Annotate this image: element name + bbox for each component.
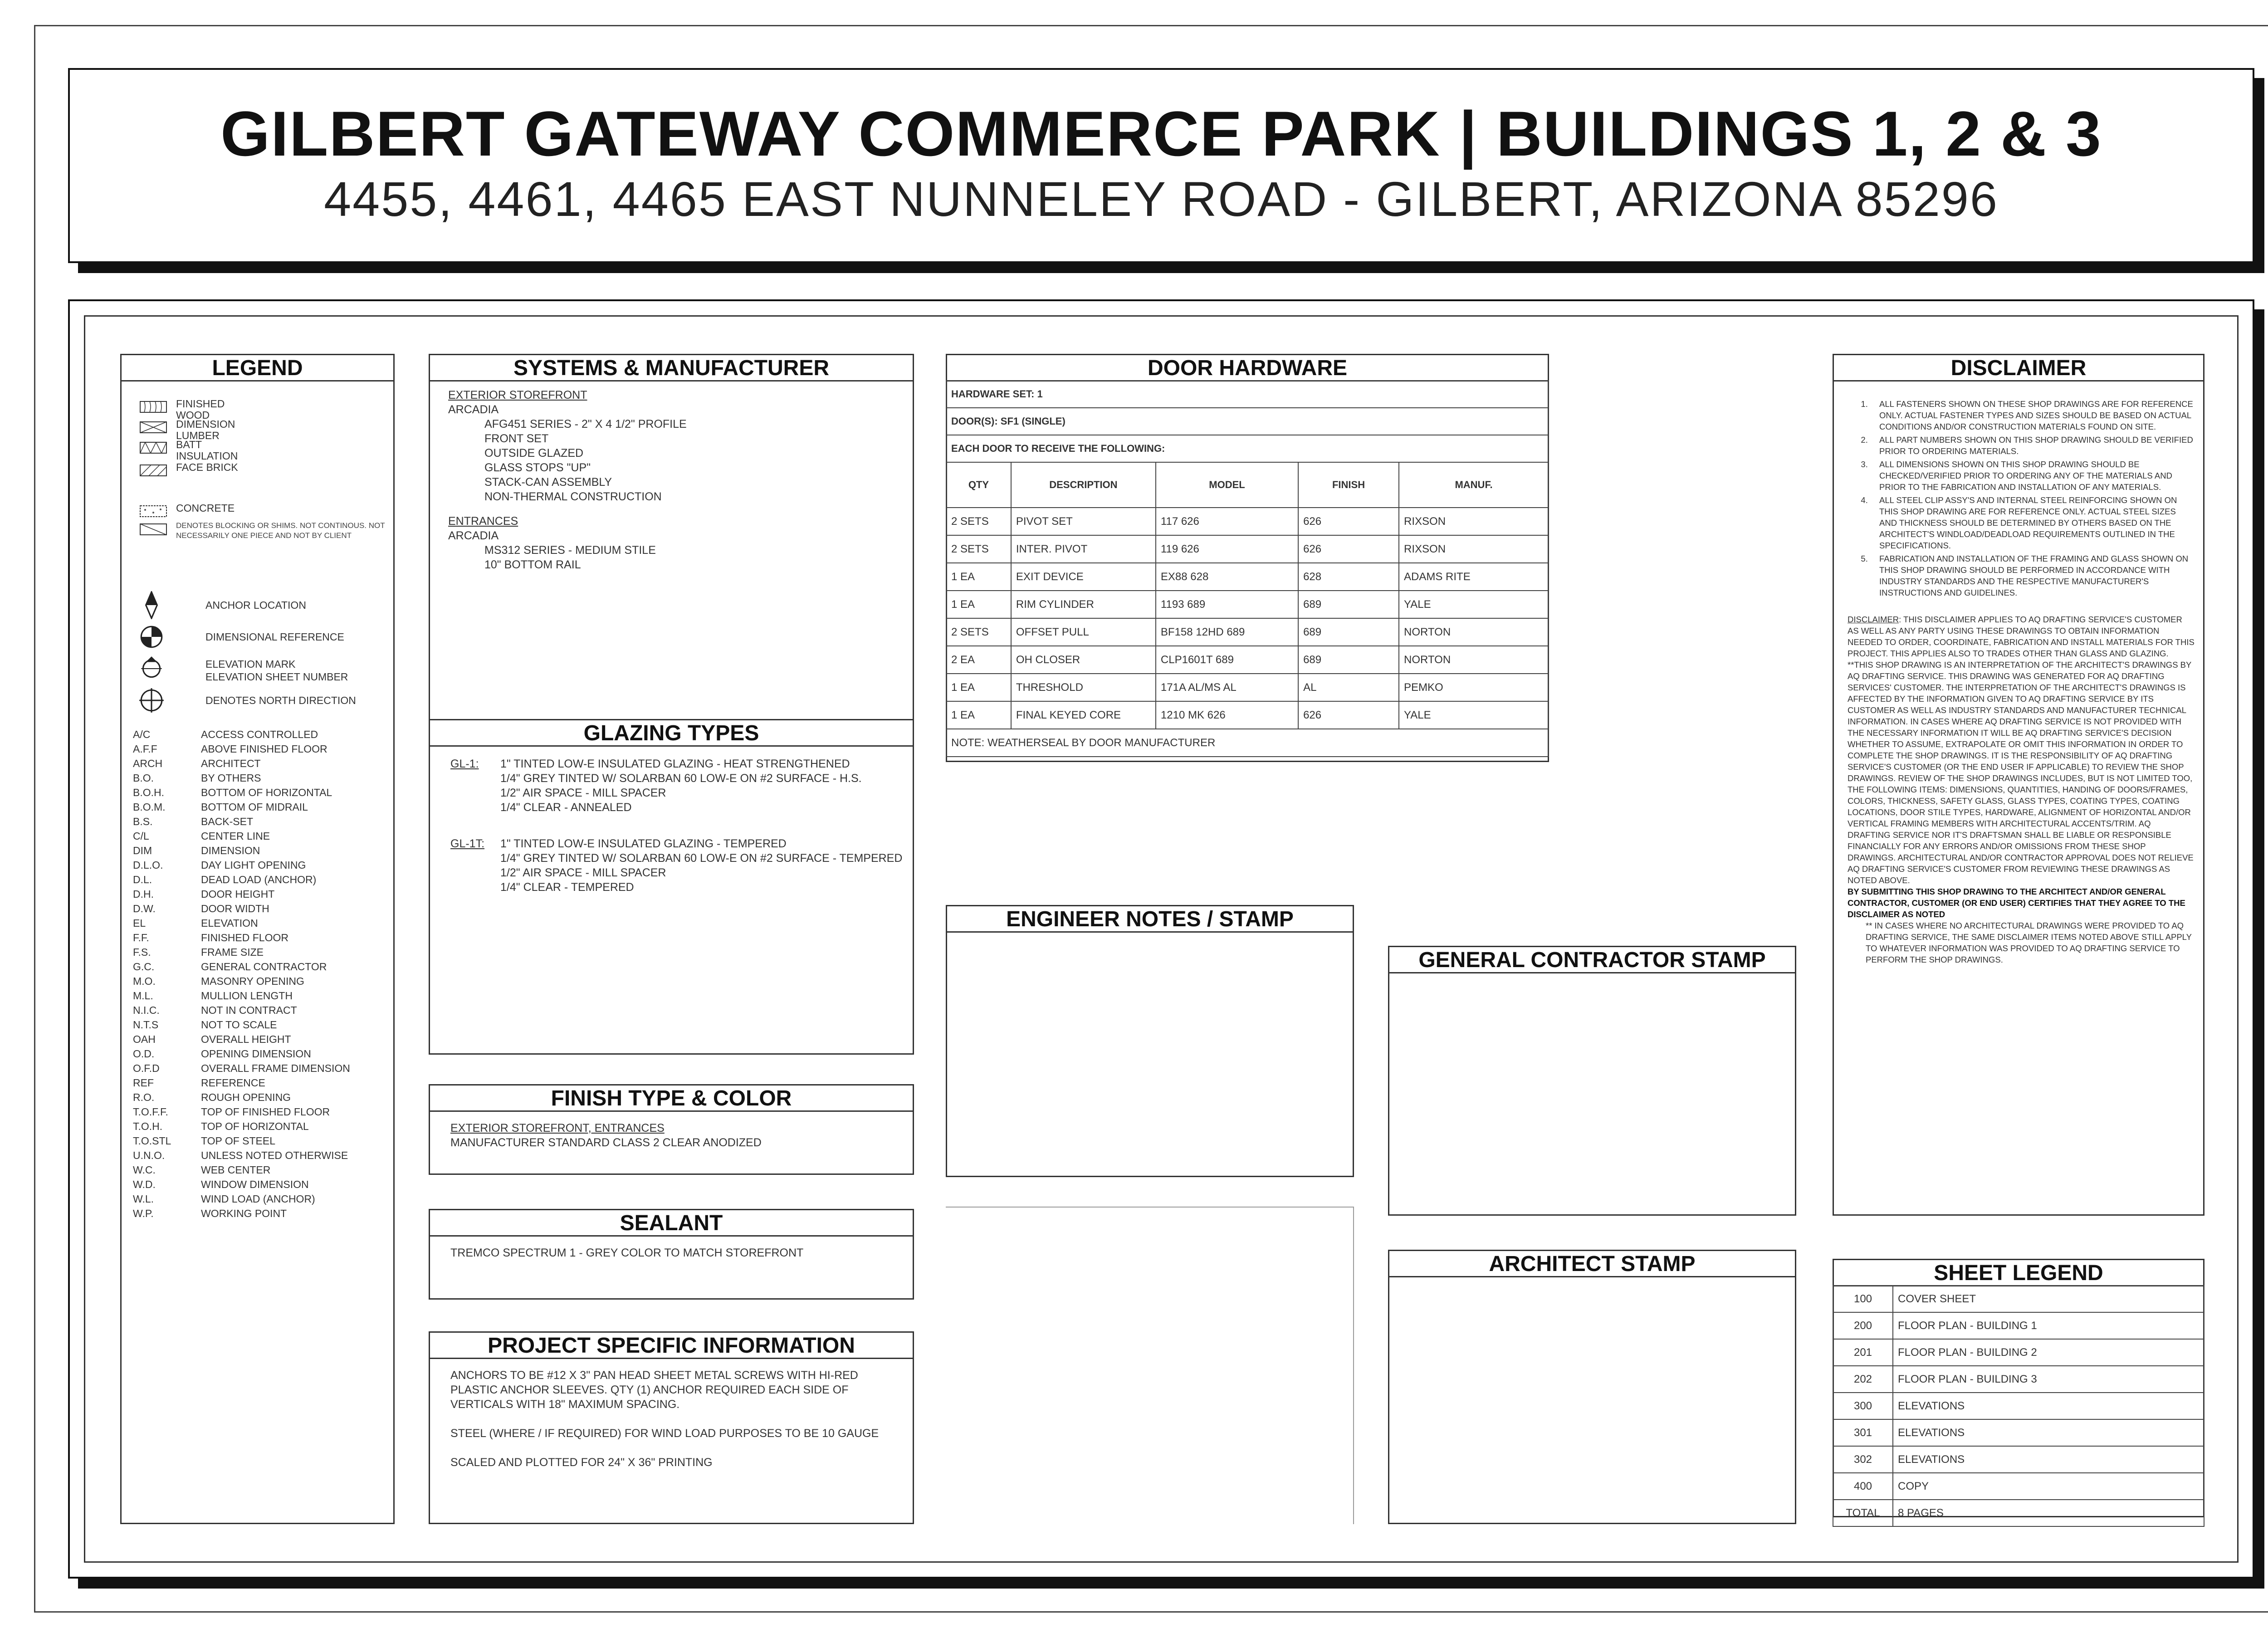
disclaimer-paragraph: [1848, 614, 2195, 886]
table-cell: 117 626: [1156, 508, 1298, 535]
abbreviation-meaning: OVERALL HEIGHT: [201, 1033, 291, 1045]
disclaimer-bold: BY SUBMITTING THIS SHOP DRAWING TO THE ARCHITECT AND/OR GENERAL CONTRACTOR, CUSTOMER (OR END USER) CERTIFIES THAT THEY AGREE TO THE DISCLAIMER AS NOTED: [1848, 887, 2185, 919]
abbreviation-code: W.P.: [133, 1208, 154, 1219]
gc-stamp-title: GENERAL CONTRACTOR STAMP: [1389, 947, 1795, 973]
abbreviation-code: N.I.C.: [133, 1004, 160, 1016]
finish-content: [450, 1121, 904, 1150]
table-cell: EXIT DEVICE: [1011, 563, 1156, 591]
abbreviation-row: [133, 1134, 391, 1148]
abbreviation-meaning: ABOVE FINISHED FLOOR: [201, 743, 327, 755]
abbreviation-meaning: ACCESS CONTROLLED: [201, 728, 318, 740]
abbreviation-row: [133, 1148, 391, 1163]
legend-marker-label: ANCHOR LOCATION: [205, 599, 306, 611]
abbreviation-row: [133, 1163, 391, 1177]
abbreviation-meaning: OPENING DIMENSION: [201, 1048, 311, 1060]
abbreviation-code: W.D.: [133, 1178, 156, 1190]
disclaimer-para-label: DISCLAIMER: [1848, 615, 1899, 624]
title-block-header: [68, 68, 2254, 263]
table-cell: YALE: [1399, 591, 1549, 618]
project-info-line: SCALED AND PLOTTED FOR 24" X 36" PRINTING: [450, 1456, 713, 1469]
abbreviation-code: EL: [133, 917, 146, 929]
table-cell: RIXSON: [1399, 508, 1549, 535]
table-cell: ADAMS RITE: [1399, 563, 1549, 591]
sheet-number-cell: 302: [1833, 1446, 1893, 1473]
abbreviation-meaning: NOT IN CONTRACT: [201, 1004, 297, 1016]
abbreviation-code: D.L.: [133, 874, 152, 885]
abbreviation-meaning: WINDOW DIMENSION: [201, 1178, 309, 1190]
table-row: [1833, 1393, 2204, 1419]
finish-text: MANUFACTURER STANDARD CLASS 2 CLEAR ANODIZED: [450, 1136, 762, 1149]
storefront-item: FRONT SET: [484, 432, 549, 445]
abbreviation-row: [133, 1119, 391, 1134]
abbreviation-code: ARCH: [133, 758, 163, 769]
table-cell: 2 EA: [946, 646, 1011, 674]
entrances-manufacturer: ARCADIA: [448, 529, 499, 542]
project-title: GILBERT GATEWAY COMMERCE PARK | BUILDINGS 1, 2 & 3: [220, 98, 2102, 169]
sheet-number-cell: 100: [1833, 1286, 1893, 1312]
abbreviation-row: [133, 1003, 391, 1017]
abbreviation-meaning: MULLION LENGTH: [201, 990, 293, 1002]
sheet-number-cell: 300: [1833, 1393, 1893, 1419]
abbreviation-row: [133, 1090, 391, 1105]
sheet-title-cell: COPY: [1893, 1473, 2204, 1500]
abbreviation-row: [133, 887, 391, 901]
sheet-title-cell: ELEVATIONS: [1893, 1446, 2204, 1473]
legend-marker-label: DIMENSIONAL REFERENCE: [205, 631, 344, 643]
table-header-row: [946, 462, 1549, 508]
sheet-title-cell: ELEVATIONS: [1893, 1419, 2204, 1446]
abbreviation-meaning: NOT TO SCALE: [201, 1019, 277, 1031]
glazing-line: 1" TINTED LOW-E INSULATED GLAZING - HEAT STRENGTHENED: [500, 758, 850, 770]
abbreviation-meaning: ELEVATION: [201, 917, 258, 929]
storefront-item: GLASS STOPS "UP": [484, 461, 591, 474]
abbreviation-meaning: BY OTHERS: [201, 772, 261, 784]
table-cell: 2 SETS: [946, 618, 1011, 646]
abbreviation-row: [133, 858, 391, 872]
abbreviation-meaning: BACK-SET: [201, 816, 254, 827]
table-cell: FINAL KEYED CORE: [1011, 701, 1156, 729]
abbreviation-meaning: FRAME SIZE: [201, 946, 264, 958]
table-cell: 689: [1298, 591, 1399, 618]
table-cell: YALE: [1399, 701, 1549, 729]
table-cell: 1210 MK 626: [1156, 701, 1298, 729]
column-header: MODEL: [1156, 462, 1298, 508]
glazing-title: GLAZING TYPES: [430, 720, 913, 747]
table-row: [1833, 1366, 2204, 1393]
abbreviation-code: T.O.F.F.: [133, 1106, 168, 1118]
legend-marker-row: [137, 591, 391, 619]
table-cell: PEMKO: [1399, 674, 1549, 701]
abbreviation-meaning: DEAD LOAD (ANCHOR): [201, 874, 317, 885]
systems-panel: [429, 354, 914, 730]
storefront-item: STACK-CAN ASSEMBLY: [484, 476, 612, 489]
abbreviation-row: [133, 1105, 391, 1119]
table-cell: 1 EA: [946, 591, 1011, 618]
door-hardware-panel: [946, 354, 1549, 762]
table-cell: RIXSON: [1399, 535, 1549, 563]
abbreviation-row: [133, 930, 391, 945]
abbreviation-code: R.O.: [133, 1091, 155, 1103]
table-cell: OH CLOSER: [1011, 646, 1156, 674]
table-cell: CLP1601T 689: [1156, 646, 1298, 674]
sheet-title-cell: FLOOR PLAN - BUILDING 1: [1893, 1312, 2204, 1339]
legend-marker-label-2: ELEVATION SHEET NUMBER: [205, 671, 348, 683]
abbreviation-row: [133, 1017, 391, 1032]
glazing-type: [450, 757, 909, 815]
glazing-types: [450, 757, 909, 916]
storefront-item: OUTSIDE GLAZED: [484, 447, 584, 460]
abbreviation-row: [133, 1061, 391, 1076]
table-row: [946, 508, 1549, 535]
disclaimer-item: 4. ALL STEEL CLIP ASSY'S AND INTERNAL STEEL REINFORCING SHOWN ON THIS SHOP DRAWING ARE FOR REFERENCE ONLY. ACTUAL STEEL SIZES AND THICKNESS SHOULD BE DETERMINED BY OTHERS BASED ON THE ARCHITECT'S WINDLOAD/DEADLOAD REQUIREMENTS OUTLINED IN THE SPECIFICATIONS.: [1870, 494, 2195, 551]
sheet-title-cell: 8 PAGES: [1893, 1500, 2204, 1526]
table-cell: 1 EA: [946, 674, 1011, 701]
abbreviation-meaning: CENTER LINE: [201, 830, 270, 842]
abbreviation-meaning: DOOR HEIGHT: [201, 888, 275, 900]
storefront-items: [448, 417, 902, 504]
table-cell: 2 SETS: [946, 508, 1011, 535]
hardware-each-door: EACH DOOR TO RECEIVE THE FOLLOWING:: [946, 435, 1549, 462]
abbreviation-row: [133, 1192, 391, 1206]
legend-marker-row: [137, 686, 391, 714]
abbreviation-code: T.O.STL: [133, 1135, 171, 1147]
legend-symbol-label: CONCRETE: [176, 502, 235, 514]
table-cell: PIVOT SET: [1011, 508, 1156, 535]
door-hardware-table: [946, 380, 1549, 757]
abbreviation-row: [133, 756, 391, 771]
project-address: 4455, 4461, 4465 EAST NUNNELEY ROAD - GILBERT, ARIZONA 85296: [324, 171, 1999, 226]
glazing-line: 1/4" CLEAR - ANNEALED: [500, 801, 632, 814]
table-cell: 119 626: [1156, 535, 1298, 563]
abbreviation-row: [133, 1076, 391, 1090]
abbreviation-row: [133, 959, 391, 974]
hardware-doors: DOOR(S): SF1 (SINGLE): [946, 408, 1549, 435]
hardware-set: HARDWARE SET: 1: [946, 381, 1549, 408]
table-row: [1833, 1312, 2204, 1339]
abbreviation-meaning: WIND LOAD (ANCHOR): [201, 1193, 315, 1205]
abbreviation-row: [133, 916, 391, 930]
abbreviation-meaning: DOOR WIDTH: [201, 903, 269, 914]
abbreviation-code: W.C.: [133, 1164, 156, 1176]
abbreviation-row: [133, 843, 391, 858]
glazing-code: GL-1:: [450, 758, 479, 770]
abbreviation-code: N.T.S: [133, 1019, 159, 1031]
abbreviation-meaning: ROUGH OPENING: [201, 1091, 291, 1103]
hardware-note: NOTE: WEATHERSEAL BY DOOR MANUFACTURER: [946, 729, 1549, 757]
abbreviation-row: [133, 1177, 391, 1192]
sheet-number-cell: 301: [1833, 1419, 1893, 1446]
table-cell: 1 EA: [946, 701, 1011, 729]
anchor-location-icon: [137, 591, 166, 621]
glazing-line: 1/4" CLEAR - TEMPERED: [500, 881, 634, 894]
abbreviation-meaning: FINISHED FLOOR: [201, 932, 288, 944]
table-row: [946, 435, 1549, 462]
table-row: [946, 701, 1549, 729]
disclaimer-item: 2. ALL PART NUMBERS SHOWN ON THIS SHOP DRAWING SHOULD BE VERIFIED PRIOR TO ORDERING MATERIALS.: [1870, 434, 2195, 457]
abbreviation-code: D.W.: [133, 903, 156, 914]
abbreviation-meaning: UNLESS NOTED OTHERWISE: [201, 1149, 348, 1161]
sealant-panel: [429, 1209, 914, 1300]
sheet-title-cell: FLOOR PLAN - BUILDING 3: [1893, 1366, 2204, 1393]
abbreviation-row: [133, 945, 391, 959]
abbreviation-row: [133, 771, 391, 785]
table-cell: 626: [1298, 508, 1399, 535]
finished-wood-icon: [140, 401, 167, 415]
abbreviation-code: U.N.O.: [133, 1149, 165, 1161]
column-header: FINISH: [1298, 462, 1399, 508]
abbreviation-meaning: TOP OF STEEL: [201, 1135, 276, 1147]
table-cell: EX88 628: [1156, 563, 1298, 591]
table-row: [1833, 1286, 2204, 1312]
legend-panel: [120, 354, 395, 1524]
abbreviation-row: [133, 872, 391, 887]
abbreviation-code: B.O.: [133, 772, 154, 784]
abbreviation-code: F.F.: [133, 932, 149, 944]
finish-heading: EXTERIOR STOREFRONT, ENTRANCES: [450, 1122, 665, 1134]
legend-symbol-label: BATT INSULATION: [176, 439, 238, 462]
table-row: [946, 408, 1549, 435]
face-brick-icon: [140, 464, 167, 479]
gc-stamp-panel: [1388, 946, 1796, 1216]
disclaimer-item: 3. ALL DIMENSIONS SHOWN ON THIS SHOP DRAWING SHOULD BE CHECKED/VERIFIED PRIOR TO ORDERING ANY OF THE MATERIALS AND PRIOR TO THE FABRICATION AND INSTALLATION OF ANY MATERIALS.: [1870, 459, 2195, 493]
glazing-line: 1" TINTED LOW-E INSULATED GLAZING - TEMPERED: [500, 837, 787, 850]
abbreviation-row: [133, 742, 391, 756]
abbreviation-code: D.L.O.: [133, 859, 163, 871]
abbreviation-meaning: GENERAL CONTRACTOR: [201, 961, 327, 973]
abbreviation-meaning: ARCHITECT: [201, 758, 261, 769]
abbreviation-code: A.F.F: [133, 743, 157, 755]
abbreviation-meaning: MASONRY OPENING: [201, 975, 304, 987]
architect-stamp-title: ARCHITECT STAMP: [1389, 1251, 1795, 1277]
architect-stamp-panel: [1388, 1250, 1796, 1524]
table-row: [946, 618, 1549, 646]
legend-title: LEGEND: [122, 355, 393, 381]
table-row: [946, 535, 1549, 563]
table-cell: BF158 12HD 689: [1156, 618, 1298, 646]
finish-title: FINISH TYPE & COLOR: [430, 1085, 913, 1112]
abbreviation-code: M.L.: [133, 990, 153, 1002]
abbreviation-row: [133, 800, 391, 814]
sheet-legend-table: [1833, 1285, 2204, 1527]
column-header: DESCRIPTION: [1011, 462, 1156, 508]
finish-panel: [429, 1084, 914, 1175]
disclaimer-content: [1848, 398, 2195, 965]
glazing-line: 1/2" AIR SPACE - MILL SPACER: [500, 866, 666, 879]
blank-area: [946, 1207, 1354, 1524]
project-info-title: PROJECT SPECIFIC INFORMATION: [430, 1333, 913, 1359]
abbreviation-code: O.D.: [133, 1048, 155, 1060]
table-row: [946, 381, 1549, 408]
abbreviation-code: O.F.D: [133, 1062, 160, 1074]
sheet-title-cell: ELEVATIONS: [1893, 1393, 2204, 1419]
table-row: [946, 646, 1549, 674]
abbreviation-code: F.S.: [133, 946, 151, 958]
table-cell: INTER. PIVOT: [1011, 535, 1156, 563]
abbreviation-meaning: REFERENCE: [201, 1077, 265, 1089]
systems-title: SYSTEMS & MANUFACTURER: [430, 355, 913, 381]
abbreviation-meaning: BOTTOM OF HORIZONTAL: [201, 787, 332, 798]
abbreviation-code: OAH: [133, 1033, 156, 1045]
table-row: [1833, 1473, 2204, 1500]
entrances-heading: ENTRANCES: [448, 515, 518, 528]
table-cell: 1 EA: [946, 563, 1011, 591]
abbreviation-code: B.O.M.: [133, 801, 166, 813]
disclaimer-items: [1848, 398, 2195, 598]
table-cell: 171A AL/MS AL: [1156, 674, 1298, 701]
concrete-icon: [140, 505, 167, 519]
systems-content: [448, 388, 902, 572]
disclaimer-panel: [1833, 354, 2204, 1216]
table-cell: THRESHOLD: [1011, 674, 1156, 701]
storefront-item: NON-THERMAL CONSTRUCTION: [484, 490, 662, 503]
glazing-line: 1/4" GREY TINTED W/ SOLARBAN 60 LOW-E ON #2 SURFACE - TEMPERED: [500, 852, 903, 865]
abbreviation-row: [133, 814, 391, 829]
legend-marker-label: DENOTES NORTH DIRECTION: [205, 694, 356, 706]
abbreviation-row: [133, 1206, 391, 1221]
table-cell: 626: [1298, 701, 1399, 729]
abbreviation-row: [133, 727, 391, 742]
glazing-lines: [500, 836, 902, 895]
abbreviation-code: DIM: [133, 845, 152, 856]
abbreviation-meaning: DIMENSION: [201, 845, 260, 856]
glazing-code: GL-1T:: [450, 837, 485, 850]
table-row: [1833, 1446, 2204, 1473]
abbreviation-meaning: TOP OF HORIZONTAL: [201, 1120, 309, 1132]
abbreviation-meaning: OVERALL FRAME DIMENSION: [201, 1062, 350, 1074]
table-cell: NORTON: [1399, 646, 1549, 674]
abbreviation-row: [133, 974, 391, 988]
sheet-title-cell: FLOOR PLAN - BUILDING 2: [1893, 1339, 2204, 1366]
table-cell: 628: [1298, 563, 1399, 591]
door-hardware-title: DOOR HARDWARE: [947, 355, 1548, 381]
table-row: [1833, 1339, 2204, 1366]
table-cell: 689: [1298, 618, 1399, 646]
elevation-mark-icon: [137, 655, 166, 685]
table-row: [946, 563, 1549, 591]
table-cell: 626: [1298, 535, 1399, 563]
abbreviation-code: D.H.: [133, 888, 154, 900]
sealant-text: TREMCO SPECTRUM 1 - GREY COLOR TO MATCH STOREFRONT: [450, 1247, 804, 1259]
entrances-item: 10" BOTTOM RAIL: [484, 558, 581, 571]
abbreviation-code: B.O.H.: [133, 787, 165, 798]
abbreviation-row: [133, 1032, 391, 1046]
abbreviation-code: REF: [133, 1077, 154, 1089]
abbreviation-row: [133, 785, 391, 800]
abbreviation-row: [133, 829, 391, 843]
glazing-panel: [429, 719, 914, 1055]
table-row: [1833, 1500, 2204, 1526]
table-cell: NORTON: [1399, 618, 1549, 646]
storefront-item: AFG451 SERIES - 2" X 4 1/2" PROFILE: [484, 418, 687, 430]
abbreviation-row: [133, 901, 391, 916]
legend-marker-row: [137, 623, 391, 651]
glazing-line: 1/4" GREY TINTED W/ SOLARBAN 60 LOW-E ON #2 SURFACE - H.S.: [500, 772, 862, 785]
dimension-lumber-icon: [140, 421, 167, 435]
table-cell: RIM CYLINDER: [1011, 591, 1156, 618]
sheet-number-cell: 201: [1833, 1339, 1893, 1366]
glazing-line: 1/2" AIR SPACE - MILL SPACER: [500, 787, 666, 799]
abbreviation-list: [133, 727, 391, 1221]
project-info-panel: [429, 1331, 914, 1524]
abbreviation-code: B.S.: [133, 816, 153, 827]
column-header: MANUF.: [1399, 462, 1549, 508]
table-row: [946, 591, 1549, 618]
sheet-number-cell: 200: [1833, 1312, 1893, 1339]
legend-marker-label: ELEVATION MARK: [205, 658, 296, 670]
project-info-line: STEEL (WHERE / IF REQUIRED) FOR WIND LOAD PURPOSES TO BE 10 GAUGE: [450, 1427, 879, 1440]
table-cell: 1193 689: [1156, 591, 1298, 618]
abbreviation-code: M.O.: [133, 975, 156, 987]
storefront-heading: EXTERIOR STOREFRONT: [448, 389, 587, 401]
table-cell: AL: [1298, 674, 1399, 701]
abbreviation-code: C/L: [133, 830, 149, 842]
project-info-lines: [450, 1368, 899, 1484]
disclaimer-item: 1. ALL FASTENERS SHOWN ON THESE SHOP DRAWINGS ARE FOR REFERENCE ONLY. ACTUAL FASTENER TYPES AND SIZES SHOULD BE BASED ON ACTUAL CONDITIONS AND/OR CONSTRUCTION MATERIALS FOUND ON SITE.: [1870, 398, 2195, 432]
sheet-legend-title: SHEET LEGEND: [1834, 1260, 2203, 1286]
table-cell: 2 SETS: [946, 535, 1011, 563]
sheet-number-cell: 202: [1833, 1366, 1893, 1393]
abbreviation-row: [133, 1046, 391, 1061]
abbreviation-code: T.O.H.: [133, 1120, 163, 1132]
sheet-number-cell: TOTAL: [1833, 1500, 1893, 1526]
sheet-title-cell: COVER SHEET: [1893, 1286, 2204, 1312]
legend-symbol-label: DIMENSION LUMBER: [176, 418, 235, 441]
abbreviation-meaning: TOP OF FINISHED FLOOR: [201, 1106, 330, 1118]
storefront-manufacturer: ARCADIA: [448, 403, 499, 416]
table-row: [946, 674, 1549, 701]
column-header: QTY: [946, 462, 1011, 508]
abbreviation-meaning: DAY LIGHT OPENING: [201, 859, 306, 871]
table-cell: 689: [1298, 646, 1399, 674]
sheet-legend-panel: [1833, 1259, 2204, 1517]
abbreviation-code: W.L.: [133, 1193, 154, 1205]
abbreviation-meaning: BOTTOM OF MIDRAIL: [201, 801, 308, 813]
table-row: [1833, 1419, 2204, 1446]
project-info-line: ANCHORS TO BE #12 X 3" PAN HEAD SHEET METAL SCREWS WITH HI-RED PLASTIC ANCHOR SLEEVES. QTY (1) ANCHOR REQUIRED EACH SIDE OF VERTICALS WITH 18" MAXIMUM SPACING.: [450, 1369, 858, 1411]
legend-symbol-label: FINISHED WOOD: [176, 398, 225, 421]
legend-symbol-label: FACE BRICK: [176, 461, 238, 473]
entrances-items: [448, 543, 902, 572]
glazing-lines: [500, 757, 862, 815]
sheet-number-cell: 400: [1833, 1473, 1893, 1500]
legend-marker-row: [137, 655, 391, 683]
engineer-panel: [946, 905, 1354, 1177]
engineer-title: ENGINEER NOTES / STAMP: [947, 906, 1353, 933]
glazing-type: [450, 836, 909, 895]
batt-insulation-icon: [140, 442, 167, 456]
disclaimer-title: DISCLAIMER: [1834, 355, 2203, 381]
abbreviation-code: A/C: [133, 728, 151, 740]
abbreviation-row: [133, 988, 391, 1003]
disclaimer-item: 5. FABRICATION AND INSTALLATION OF THE FRAMING AND GLASS SHOWN ON THIS SHOP DRAWING SHOULD BE PERFORMED IN ACCORDANCE WITH INDUSTRY STANDARDS AND THE RESPECTIVE MANUFACTURER'S INSTRUCTIONS AND GUIDELINES.: [1870, 553, 2195, 598]
blocking-icon: [140, 523, 167, 538]
table-row: [946, 729, 1549, 757]
entrances-item: MS312 SERIES - MEDIUM STILE: [484, 544, 656, 557]
abbreviation-meaning: WORKING POINT: [201, 1208, 287, 1219]
table-cell: OFFSET PULL: [1011, 618, 1156, 646]
disclaimer-para-text: : THIS DISCLAIMER APPLIES TO AQ DRAFTING SERVICE'S CUSTOMER AS WELL AS ANY PARTY USING THESE DRAWINGS TO OBTAIN INFORMATION NEEDED TO ORDER, COORDINATE, FABRICATION AND INSTALL MATERIALS FOR THIS PROJECT. THIS APPLIES ALSO TO TRADES OTHER THAN GLASS AND GLAZING. **THIS SHOP DRAWING IS AN INTERPRETATION OF THE ARCHITECT'S DRAWINGS BY AQ DRAFTING SERVICE. THIS DRAWING WAS GENERATED FOR AQ DRAFTING SERVICES' CUSTOMER. THE INTERPRETATION OF THE ARCHITECT'S DRAWINGS IS AFFECTED BY THE INFORMATION GIVEN TO AQ DRAFTING SERVICE BY ITS CUSTOMER AS WELL AS INDUSTRY STANDARDS AND MANUFACTURER TECHNICAL INFORMATION. IN CASES WHERE AQ DRAFTING SERVICE IS NOT PROVIDED WITH THE NECESSARY INFORMATION IT WILL BE AQ DRAFTING SERVICE'S DECISION WHETHER TO ASSUME, EXTRAPOLATE OR OMIT THIS INFORMATION IN ORDER TO COMPLETE THE SHOP DRAWINGS. IT IS THE RESPONSIBILITY OF AQ DRAFTING SERVICE'S CUSTOMER (OR THE END USER IF APPLICABLE) TO REVIEW THE SHOP DRAWINGS. REVIEW OF THE SHOP DRAWINGS INCLUDES, BUT IS NOT LIMITED TOO, THE FOLLOWING ITEMS: DIMENSIONS, QUANTITIES, HANDING OF DOORS/FRAMES, COLORS, THICKNESS, SAFETY GLASS, GLASS TYPES, COATING TYPES, COATING LOCATIONS, DOOR STILE TYPES, HARDWARE, ALIGNMENT OF HORIZONTAL AND/OR VERTICAL FRAMING MEMBERS WITH ARCHITECTURAL ACCENTS/TRIM. AQ DRAFTING SERVICE NOR IT'S DRAFTSMAN SHALL BE LIABLE OR RESPONSIBLE FINANCIALLY FOR ANY ERRORS AND/OR OMISSIONS FROM THESE SHOP DRAWINGS. ARCHITECTURAL AND/OR CONTRACTOR APPROVAL DOES NOT RELIEVE AQ DRAFTING SERVICE'S CUSTOMER FROM REVIEWING THESE DRAWINGS AS NOTED ABOVE.: [1848, 615, 2195, 885]
abbreviation-meaning: WEB CENTER: [201, 1164, 271, 1176]
legend-symbol-label: DENOTES BLOCKING OR SHIMS. NOT CONTINOUS. NOT NECESSARILY ONE PIECE AND NOT BY CLIENT: [176, 521, 385, 540]
sealant-title: SEALANT: [430, 1210, 913, 1237]
dimensional-reference-icon: [137, 623, 166, 653]
north-direction-icon: [137, 686, 166, 717]
disclaimer-footnote: ** IN CASES WHERE NO ARCHITECTURAL DRAWINGS WERE PROVIDED TO AQ DRAFTING SERVICE, THE SAME DISCLAIMER ITEMS NOTED ABOVE STILL APPLY TO WHATEVER INFORMATION WAS PROVIDED TO AQ DRAFTING SERVICE TO PERFORM THE SHOP DRAWINGS.: [1866, 921, 2192, 964]
abbreviation-code: G.C.: [133, 961, 155, 973]
